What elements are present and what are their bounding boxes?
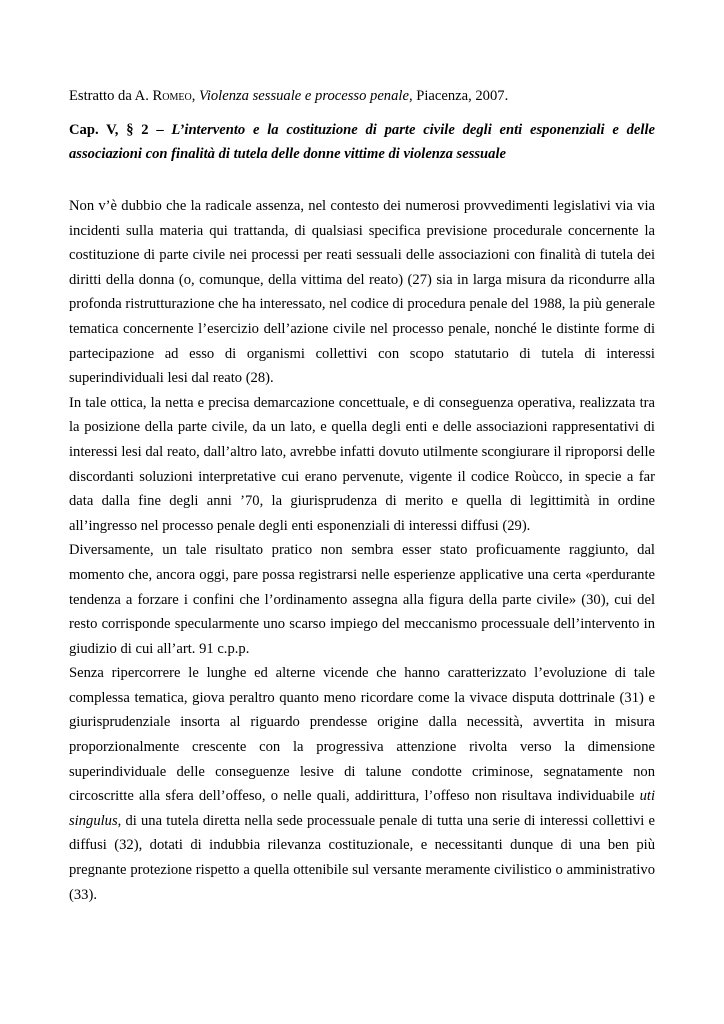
paragraph-3: Diversamente, un tale risultato pratico non sembra esser stato proficuamente raggiunto, dal momento che, ancora oggi, pare possa registrarsi nelle esperienze applicative una certa «perdurante tendenza a forzare i confini che l’ordinamento assegna alla figura della parte civile» (30), cui del resto corrisponde specularmente uno scarso impiego del meccanismo processuale dell’intervento in giudizio di cui all’art. 91 c.p.p. <box>69 542 655 657</box>
source-book-title: Violenza sessuale e processo penale <box>198 88 409 104</box>
source-citation <box>69 86 655 106</box>
source-suffix: , Piacenza, 2007. <box>408 88 509 104</box>
paragraph-4-text-a: Senza ripercorrere le lunghe ed alterne vicende che hanno caratterizzato l’evoluzione di tale complessa tematica, giova peraltro quanto meno ricordare come la vivace disputa dottrinale (31) e giurisprudenziale insorta al riguardo prendesse origine dalla necessità, avvertita in misura proporzionalmente crescente con la progressiva attenzione rivolta verso la dimensione superindividuale delle conseguenze lesive di talune condotte criminose, segnatamente non circoscritte alla sfera dell’offeso, o nelle quali, addirittura, l’offeso non risultava individuabile <box>69 665 655 805</box>
chapter-heading <box>69 118 655 166</box>
chapter-ref: Cap. V, § 2 – <box>69 122 172 138</box>
chapter-title: L’intervento e la costituzione di parte civile degli enti esponenziali e delle associazioni con finalità di tutela delle donne vittime di violenza sessuale <box>69 122 655 162</box>
paragraph-4-text-b: , di una tutela diretta nella sede processuale penale di tutta una serie di interessi collettivi e diffusi (32), dotati di indubbia rilevanza costituzionale, e necessitanti dunque di una ben più pregnante protezione rispetto a quella ottenibile sul versante meramente civilistico o amministrativo (33). <box>69 812 655 903</box>
paragraph-4-latin-phrase: uti singulus <box>69 788 655 829</box>
source-separator: , <box>191 88 199 104</box>
paragraph-1: Non v’è dubbio che la radicale assenza, nel contesto dei numerosi provvedimenti legislativi via via incidenti sulla materia qui trattanda, di qualsiasi specifica previsione procedurale concernente la costituzione di parte civile nei processi per reati sessuali delle associazioni con finalità di tutela dei diritti della donna (o, comunque, della vittima del reato) (27) sia in larga misura da ricondurre alla profonda ristrutturazione che ha interessato, nel codice di procedura penale del 1988, la più generale tematica concernente l’esercizio dell’azione civile nel processo penale, nonché le distinte forme di partecipazione ad esso di organismi collettivi con scopo statutario di tutela di interessi superindividuali lesi dal reato (28). <box>69 198 655 387</box>
paragraph-4 <box>69 661 655 907</box>
paragraph-2: In tale ottica, la netta e precisa demarcazione concettuale, e di conseguenza operativa, realizzata tra la posizione della parte civile, da un lato, e quella degli enti e delle associazioni rappresentativi di interessi lesi dal reato, dall’altro lato, avrebbe infatti dovuto utilmente scongiurare il riproporsi delle discordanti soluzioni interpretative cui erano pervenute, vigente il codice Roùcco, in specie a far data dalla fine degli anni ’70, la giurisprudenza di merito e quella di legittimità in ordine all’ingresso nel processo penale degli enti esponenziali di interessi diffusi (29). <box>69 394 655 534</box>
source-prefix: Estratto da A. <box>69 88 153 104</box>
source-author: Romeo <box>152 88 192 104</box>
document-page <box>69 86 655 907</box>
